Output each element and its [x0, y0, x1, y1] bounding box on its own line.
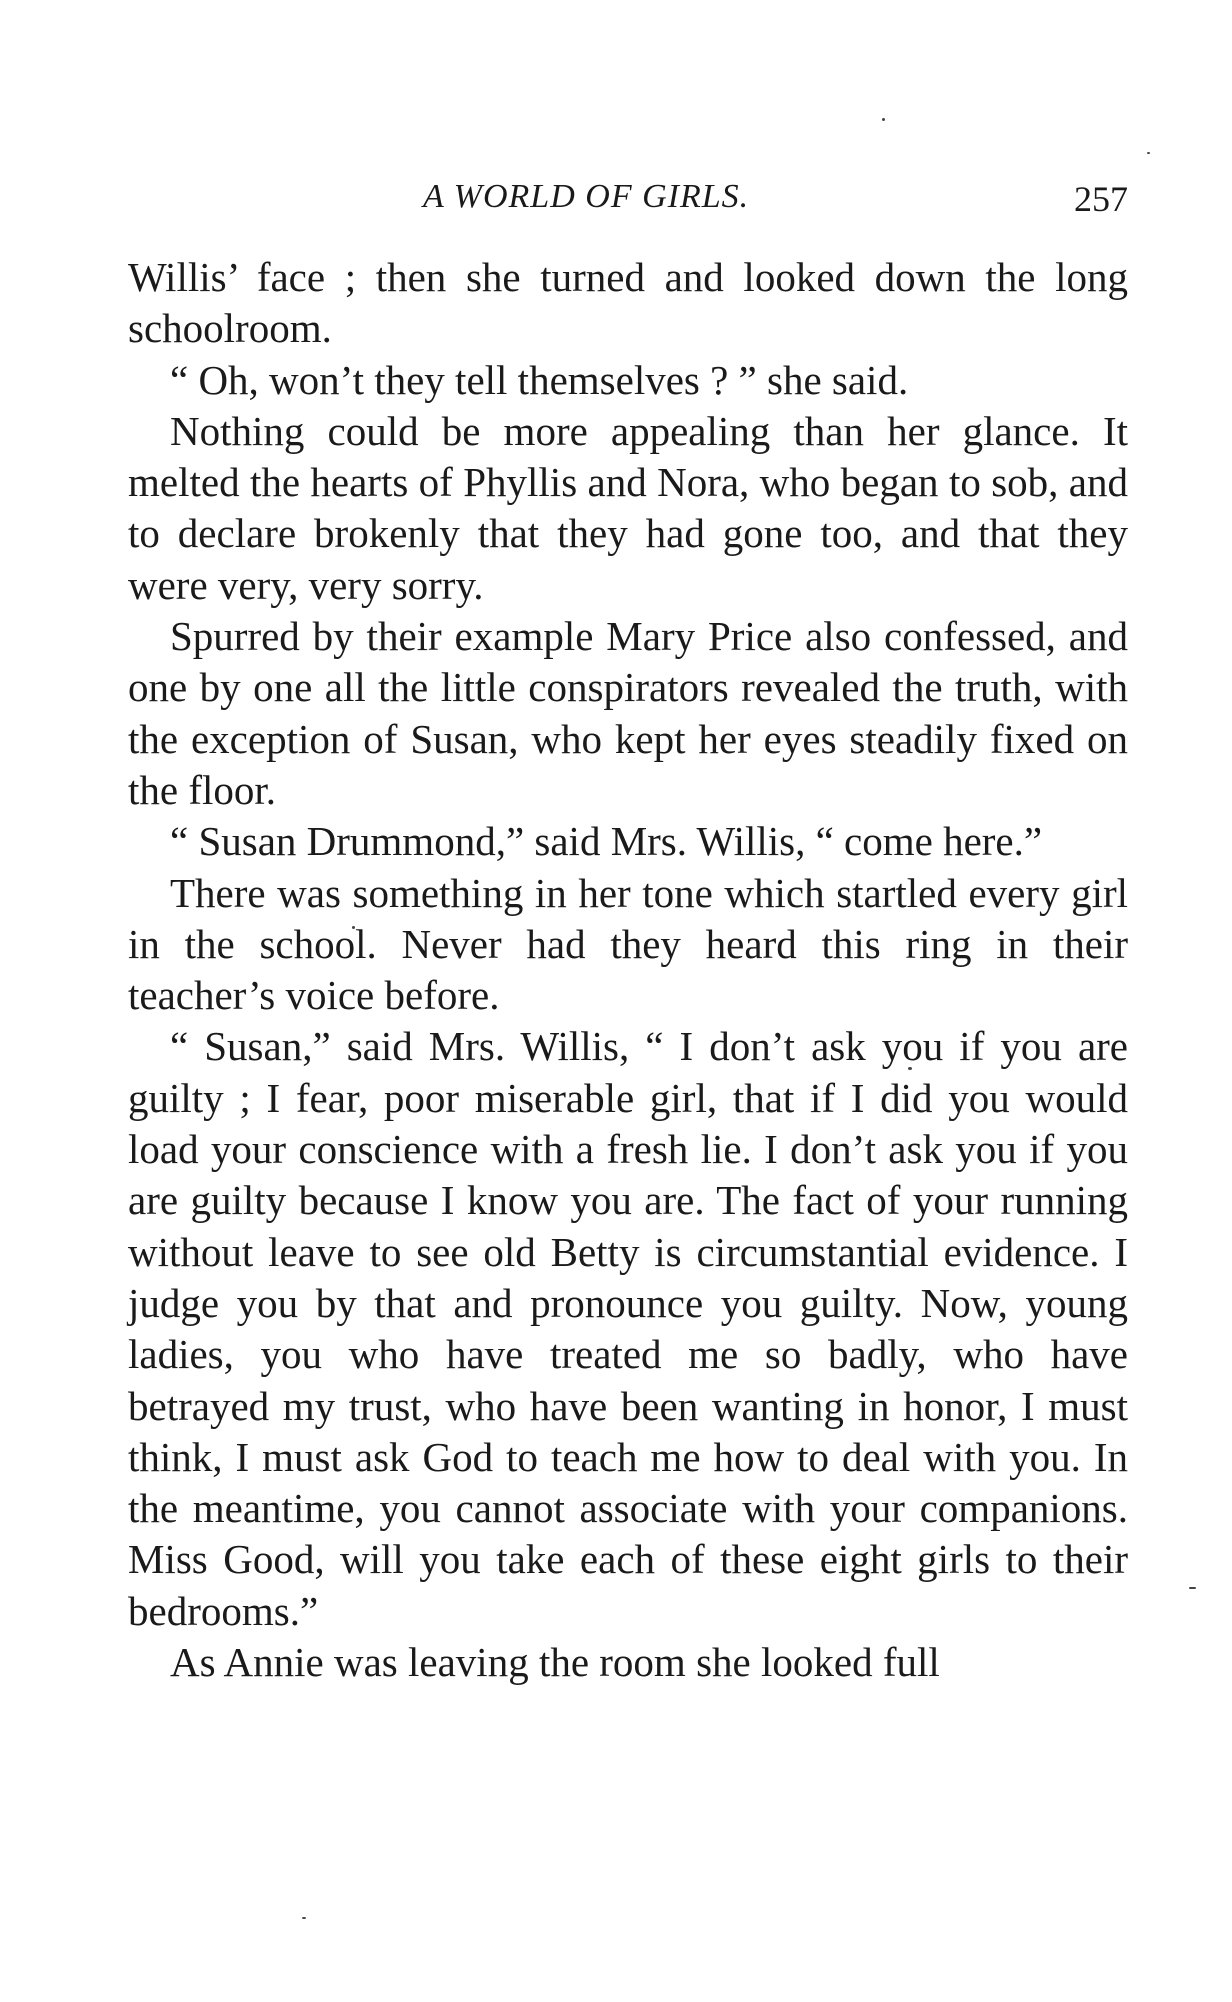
paragraph: Willis’ face ; then she turned and looked down the long schoolroom.	[128, 254, 1128, 352]
paragraph: Nothing could be more appealing than her glance. It melted the hearts of Phyllis and Nora, who began to sob, and to declare brokenly that they had gone too, and that they were very, very sorry.	[128, 407, 1128, 608]
paragraph: Spurred by their example Mary Price also confessed, and one by one all the little conspirators revealed the truth, with the exception of Susan, who kept her eyes steadily fixed on the floor.	[128, 613, 1128, 813]
body-text	[128, 252, 1128, 1688]
paragraph: “ Oh, won’t they tell themselves ? ” she said.	[170, 356, 909, 403]
paragraph: “ Susan Drummond,” said Mrs. Willis, “ come here.”	[170, 818, 1043, 865]
page-number: 257	[1074, 179, 1128, 219]
print-speck	[882, 118, 885, 121]
print-speck	[302, 1917, 306, 1919]
running-title: A WORLD OF GIRLS.	[423, 178, 750, 215]
print-speck	[1189, 1587, 1196, 1589]
print-speck	[1147, 152, 1150, 154]
paragraph: “ Susan,” said Mrs. Willis, “ I don’t ask you if you are guilty ; I fear, poor miserable girl, that if I did you would load your conscience with a fresh lie. I don’t ask you if you are guilty because I know you are. The fact of your running without leave to see old Betty is circumstantial evidence. I judge you by that and pronounce you guilty. Now, young ladies, you who have treated me so badly, who have betrayed my trust, who have been wanting in honor, I must think, I must ask God to teach me how to deal with you. In the meantime, you cannot associate with your companions. Miss Good, will you take each of these eight girls to their bedrooms.”	[128, 1023, 1128, 1634]
running-head	[128, 178, 1128, 228]
paragraph: There was something in her tone which startled every girl in the school. Never had they heard this ring in their teacher’s voice before.	[128, 869, 1128, 1019]
paragraph: As Annie was leaving the room she looked full	[170, 1639, 940, 1686]
